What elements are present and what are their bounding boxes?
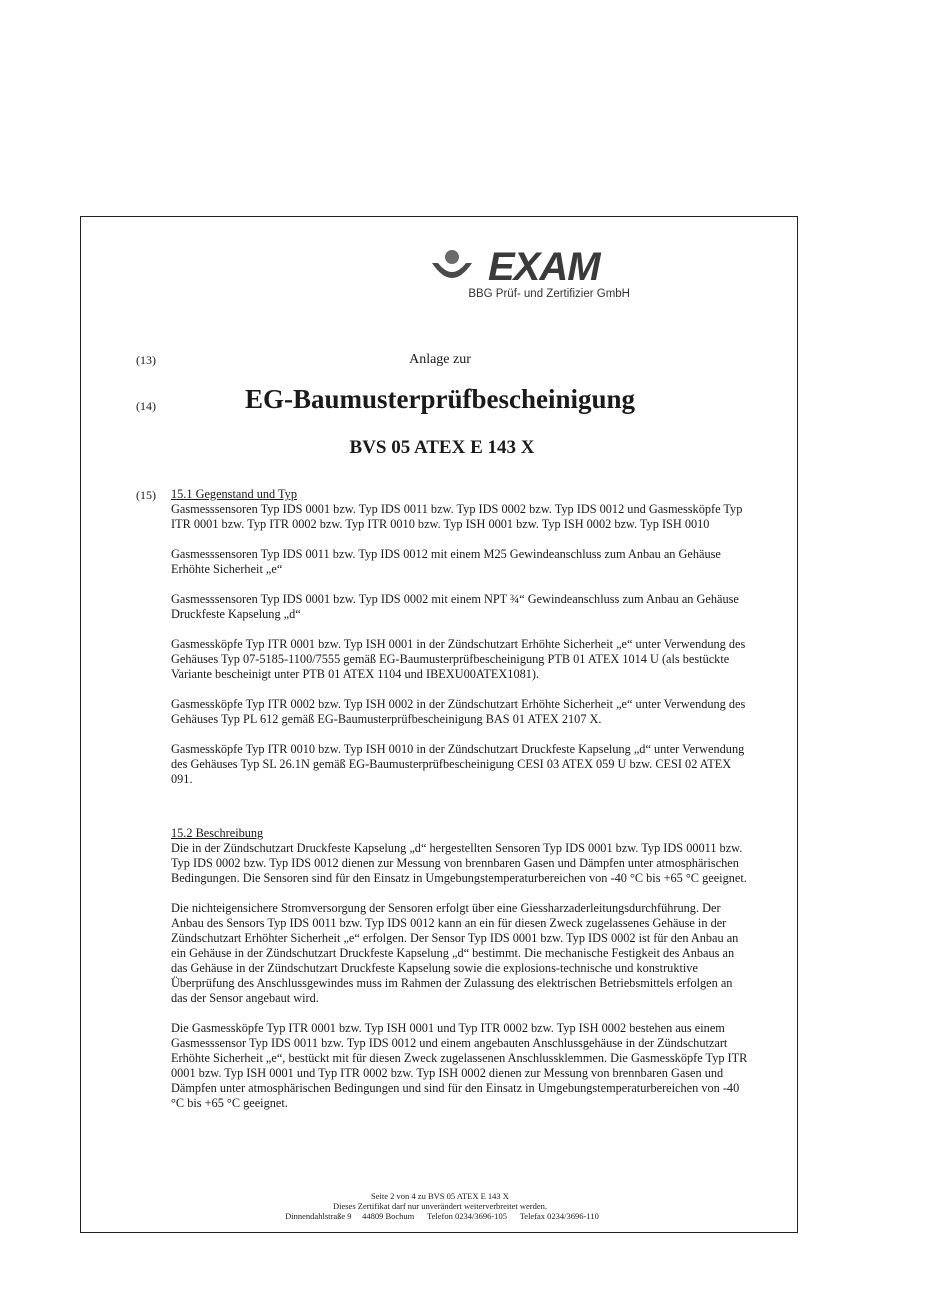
section-heading-15-1: 15.1 Gegenstand und Typ xyxy=(171,487,297,501)
footer-notice: Dieses Zertifikat darf nur unverändert weiterverbreitet werden. xyxy=(332,1201,548,1211)
section1-paragraph: Gasmessköpfe Typ ITR 0001 bzw. Typ ISH 0001 in der Zündschutzart Erhöhte Sicherheit „e“ unter Verwendung des Gehäuses Typ 07-5185-1100/7555 gemäß EG-Baumusterprüfbescheinigung PTB 01 ATEX 1014 U (als bestückte Variante bescheinigt unter PTB 01 ATEX 1104 und IBEXU00ATEX1081). xyxy=(171,637,746,681)
logo-subtitle: BBG Prüf- und Zertifizier GmbH xyxy=(468,288,630,300)
section1-paragraph: Gasmessköpfe Typ ITR 0002 bzw. Typ ISH 0002 in der Zündschutzart Erhöhte Sicherheit „e“ unter Verwendung des Gehäuses Typ PL 612 gemäß EG-Baumusterprüfbescheinigung BAS 01 ATEX 2107 X. xyxy=(171,697,746,726)
footer-phone: Telefon 0234/3696-105 xyxy=(427,1211,507,1221)
section1-paragraph: Gasmesssensoren Typ IDS 0011 bzw. Typ IDS 0012 mit einem M25 Gewindeanschluss zum Anbau an Gehäuse Erhöhte Sicherheit „e“ xyxy=(171,547,721,576)
document-title: EG-Baumusterprüfbescheinigung xyxy=(244,384,636,414)
logo-word: EXAM xyxy=(488,245,600,289)
section1-paragraph: Gasmesssensoren Typ IDS 0001 bzw. Typ IDS 0011 bzw. Typ IDS 0002 bzw. Typ IDS 0012 und Gasmessköpfe Typ ITR 0001 bzw. Typ ITR 0002 bzw. Typ ITR 0010 bzw. Typ ISH 0001 bzw. Typ ISH 0002 bzw. Typ ISH 0010 xyxy=(171,502,743,531)
marker-13: (13) xyxy=(136,353,156,367)
marker-14: (14) xyxy=(136,399,156,413)
exam-logo xyxy=(430,245,630,307)
section2-paragraph: Die Gasmessköpfe Typ ITR 0001 bzw. Typ ISH 0001 und Typ ITR 0002 bzw. Typ ISH 0002 bestehen aus einem Gasmesssensor Typ IDS 0011 bzw. Typ IDS 0012 und einem angebauten Anschlussgehäuse in der Zündschutzart Erhöhte Sicherheit „e“, bestückt mit für diesen Zweck zugelassenen Anschlussklemmen. Die Gasmessköpfe Typ ITR 0001 bzw. Typ ISH 0001 und Typ ITR 0002 bzw. Typ ISH 0002 dienen zur Messung von brennbaren Gasen und Dämpfen unter atmosphärischen Bedingungen und sind für den Einsatz in Umgebungstemperaturbereichen von -40 °C bis +65 °C geeignet. xyxy=(171,1021,748,1110)
section1-paragraph: Gasmesssensoren Typ IDS 0001 bzw. Typ IDS 0002 mit einem NPT ¾“ Gewindeanschluss zum Anbau an Gehäuse Druckfeste Kapselung „d“ xyxy=(171,592,739,621)
footer-city: 44809 Bochum xyxy=(362,1211,415,1221)
footer-address: Dinnendahlstraße 9 xyxy=(285,1211,352,1221)
section1-paragraph: Gasmessköpfe Typ ITR 0010 bzw. Typ ISH 0010 in der Zündschutzart Druckfeste Kapselung „d“ unter Verwendung des Gehäuses Typ SL 26.1N gemäß EG-Baumusterprüfbescheinigung CESI 03 ATEX 059 U bzw. CESI 02 ATEX 091. xyxy=(171,742,745,786)
section-heading-15-2: 15.2 Beschreibung xyxy=(171,826,264,840)
footer-contact xyxy=(32,1211,852,1221)
exam-logo-icon xyxy=(430,249,486,289)
section2-paragraph: Die in der Zündschutzart Druckfeste Kapselung „d“ hergestellten Sensoren Typ IDS 0001 bzw. Typ IDS 00011 bzw. Typ IDS 0002 bzw. Typ IDS 0012 dienen zur Messung von brennbaren Gasen und Dämpfen unter atmosphärischen Bedingungen. Die Sensoren sind für den Einsatz in Umgebungstemperaturbereichen von -40 °C bis +65 °C geeignet. xyxy=(171,841,747,885)
intro-text: Anlage zur xyxy=(409,352,471,367)
footer-fax: Telefax 0234/3696-110 xyxy=(519,1211,599,1221)
certificate-number: BVS 05 ATEX E 143 X xyxy=(349,437,535,458)
document-body xyxy=(171,487,749,1111)
section2-paragraph: Die nichteigensichere Stromversorgung der Sensoren erfolgt über eine Giessharzaderleitungsdurchführung. Der Anbau des Sensors Typ IDS 0011 bzw. Typ IDS 0012 kann an ein für diesen Zweck zugelassenes Gehäuse in der Zündschutzart Erhöhter Sicherheit „e“ erfolgen. Der Sensor Typ IDS 0001 bzw. Typ IDS 0002 ist für den Anbau an ein Gehäuse in der Zündschutzart Druckfeste Kapselung „d“ bestimmt. Die mechanische Festigkeit des Anbaus an das Gehäuse in der Zündschutzart Druckfeste Kapselung sowie die explosions-technische und konstruktive Überprüfung des Anschlussgewindes muss im Rahmen der Zulassung des elektrischen Betriebsmittels erfolgen an das der Sensor angebaut wird. xyxy=(171,901,739,1005)
marker-15: (15) xyxy=(136,488,156,502)
footer-page-number: Seite 2 von 4 zu BVS 05 ATEX E 143 X xyxy=(371,1191,509,1201)
